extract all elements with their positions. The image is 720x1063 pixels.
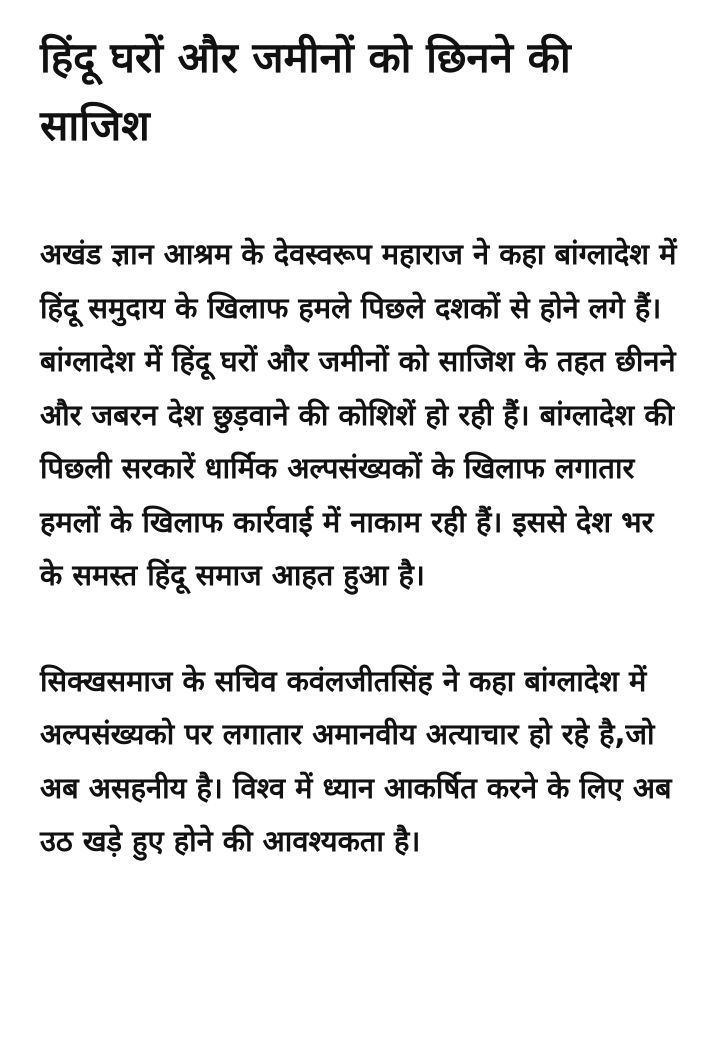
article-body <box>40 0 690 1063</box>
article-paragraph-1: अखंड ज्ञान आश्रम के देवस्वरूप महाराज ने कहा बांग्लादेश में हिंदू समुदाय के खिलाफ हमले पिछले दशकों से होने लगे हैं। बांग्लादेश में हिंदू घरों और जमीनों को साजिश के तहत छीनने और जबरन देश छुड़वाने की कोशिशें हो रही हैं। बांग्लादेश की पिछली सरकारें धार्मिक अल्पसंख्यकों के खिलाफ लगातार हमलों के खिलाफ कार्रवाई में नाकाम रही हैं। इससे देश भर के समस्त हिंदू समाज आहत हुआ है। <box>40 237 677 592</box>
article-paragraph-2: सिक्खसमाज के सचिव कवंलजीतसिंह ने कहा बांग्लादेश में अल्पसंख्यको पर लगातार अमानवीय अत्याचार हो रहे है,जो अब असहनीय है। विश्व में ध्यान आकर्षित करने के लिए अब उठ खड़े हुए होने की आवश्यकता है। <box>40 663 672 858</box>
article-headline: हिंदू घरों और जमीनों को छिनने की साजिश <box>40 33 571 150</box>
